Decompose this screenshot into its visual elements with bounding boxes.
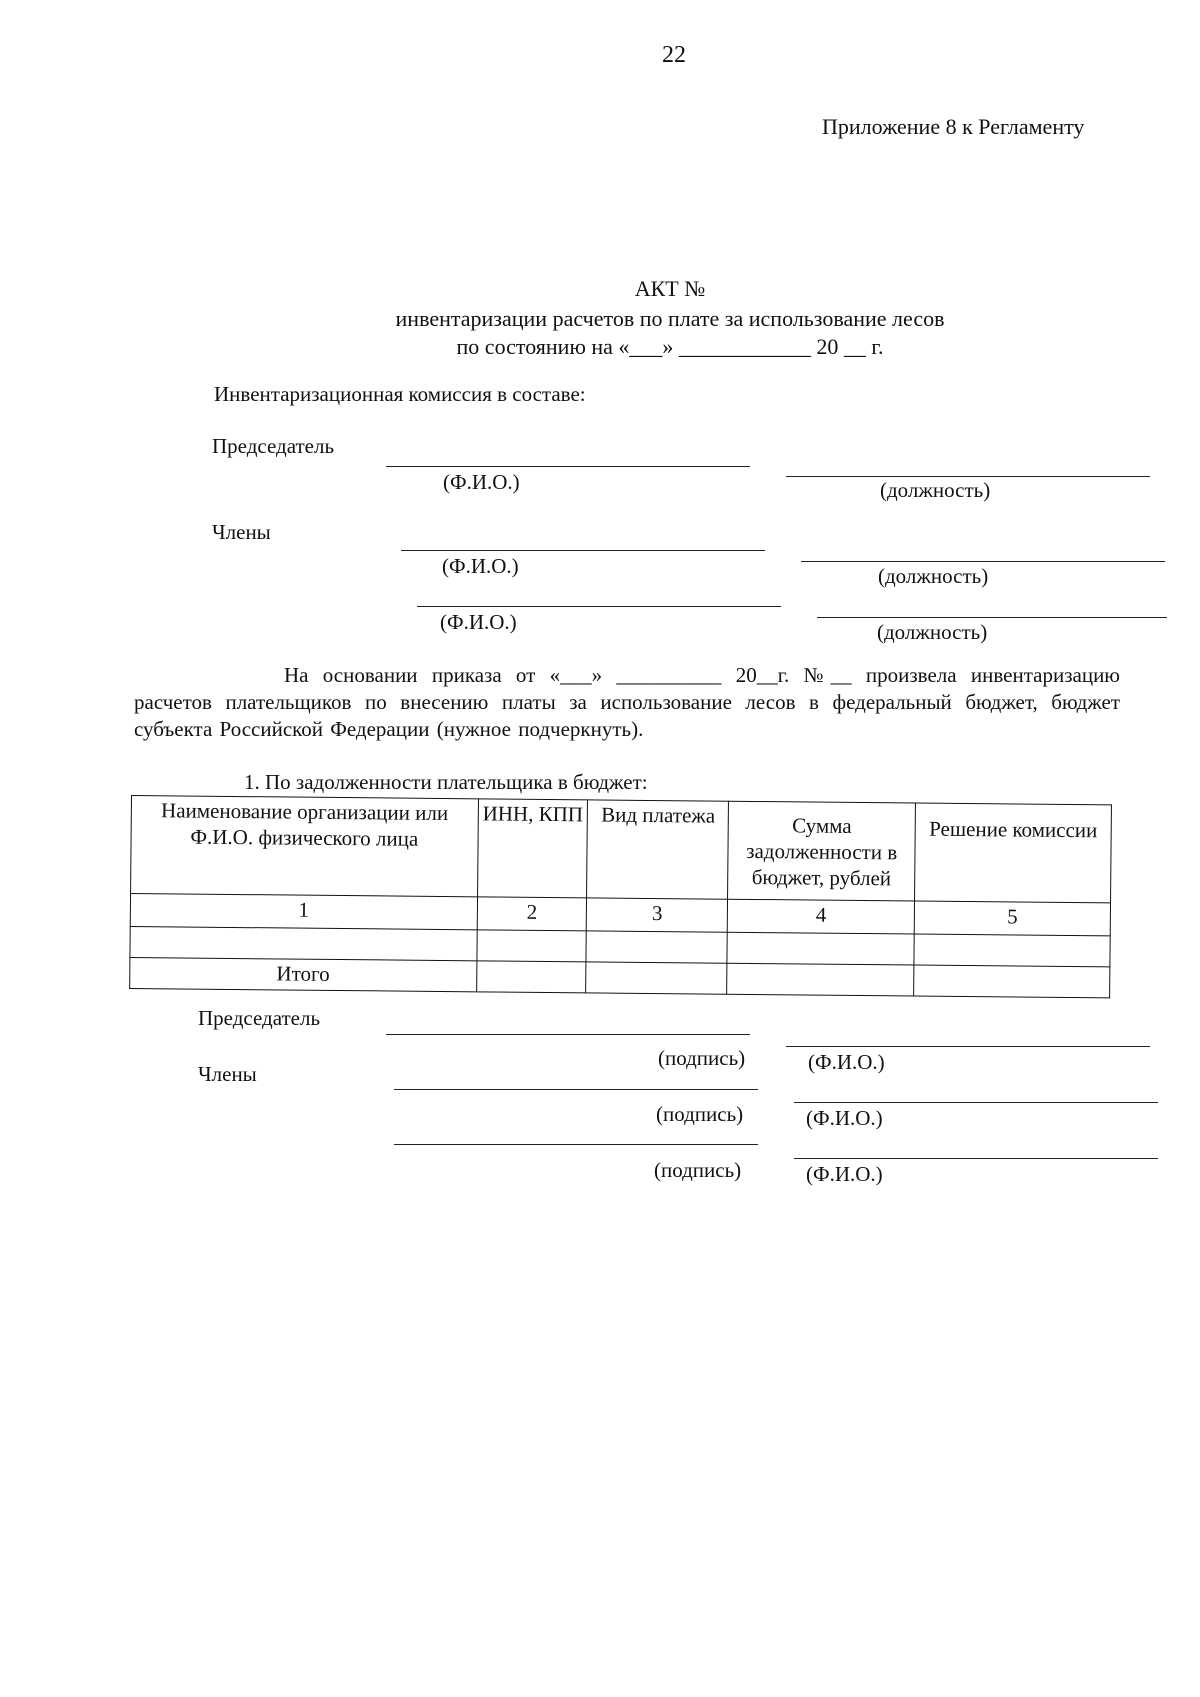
member2-position-caption: (должность) (877, 620, 988, 644)
order-paragraph: На основании приказа от «___» __________ 20__г. №__ произвела инвентаризацию расчетов плательщиков по внесению платы за использование лесов в федеральный бюджет, бюджет субъекта Российской Федерации (нужное подчеркнуть). (134, 663, 1120, 741)
sign-chairman-fio-line (786, 1046, 1150, 1047)
table-cell (130, 926, 477, 960)
sign-member1-signature-caption: (подпись) (656, 1102, 744, 1126)
chairman-label: Председатель (212, 434, 335, 458)
table-cell (586, 931, 727, 963)
sign-chairman-label: Председатель (198, 1006, 321, 1030)
table-header-row (131, 796, 1112, 903)
act-title: АКТ № (634, 276, 706, 301)
header-inn-kpp: ИНН, КПП (477, 799, 588, 898)
chairman-position-line (786, 476, 1150, 477)
chairman-fio-caption: (Ф.И.О.) (443, 470, 520, 494)
member1-position-caption: (должность) (878, 564, 989, 588)
header-organization: Наименование организации или Ф.И.О. физического лица (131, 796, 478, 897)
sign-member1-signature-line (394, 1089, 758, 1090)
column-number: 3 (587, 898, 728, 932)
table-cell (727, 932, 914, 965)
table-cell (586, 962, 727, 994)
appendix-reference: Приложение 8 к Регламенту (822, 114, 1085, 139)
member1-fio-caption: (Ф.И.О.) (442, 554, 519, 578)
sign-member2-fio-line (794, 1158, 1158, 1159)
total-label: Итого (130, 957, 477, 991)
sign-member2-signature-line (394, 1144, 758, 1145)
member2-fio-caption: (Ф.И.О.) (440, 610, 517, 634)
act-subtitle: инвентаризации расчетов по плате за использование лесов (395, 306, 945, 331)
commission-intro: Инвентаризационная комиссия в составе: (214, 382, 586, 406)
sign-members-label: Члены (198, 1062, 257, 1086)
member2-fio-line (417, 606, 781, 607)
member1-position-line (801, 561, 1165, 562)
member1-fio-line (401, 550, 765, 551)
header-commission-decision: Решение комиссии (915, 803, 1112, 903)
sign-member2-signature-caption: (подпись) (654, 1158, 742, 1182)
table-cell (476, 930, 586, 962)
sign-chairman-signature-line (386, 1034, 750, 1035)
table-cell (914, 965, 1110, 998)
table-cell (476, 961, 586, 993)
header-debt-amount: Сумма задолженности в бюджет, рублей (728, 801, 916, 901)
column-number: 4 (727, 899, 914, 934)
column-number: 1 (130, 894, 477, 930)
chairman-fio-line (386, 466, 750, 467)
debt-table (129, 795, 1112, 998)
section1-title: 1. По задолженности плательщика в бюджет: (244, 770, 648, 794)
column-number: 5 (914, 901, 1110, 936)
page-number: 22 (662, 42, 686, 68)
table-cell (727, 963, 914, 996)
sign-member2-fio-caption: (Ф.И.О.) (806, 1162, 883, 1186)
chairman-position-caption: (должность) (880, 478, 991, 502)
sign-member1-fio-caption: (Ф.И.О.) (806, 1106, 883, 1130)
table-cell (914, 934, 1110, 967)
act-date-line: по состоянию на «___» ____________ 20 __ г. (456, 334, 884, 359)
sign-chairman-signature-caption: (подпись) (658, 1046, 746, 1070)
header-payment-type: Вид платежа (587, 800, 729, 899)
sign-chairman-fio-caption: (Ф.И.О.) (808, 1050, 885, 1074)
column-number: 2 (477, 897, 587, 931)
members-label: Члены (212, 520, 271, 544)
sign-member1-fio-line (794, 1102, 1158, 1103)
member2-position-line (817, 617, 1167, 618)
